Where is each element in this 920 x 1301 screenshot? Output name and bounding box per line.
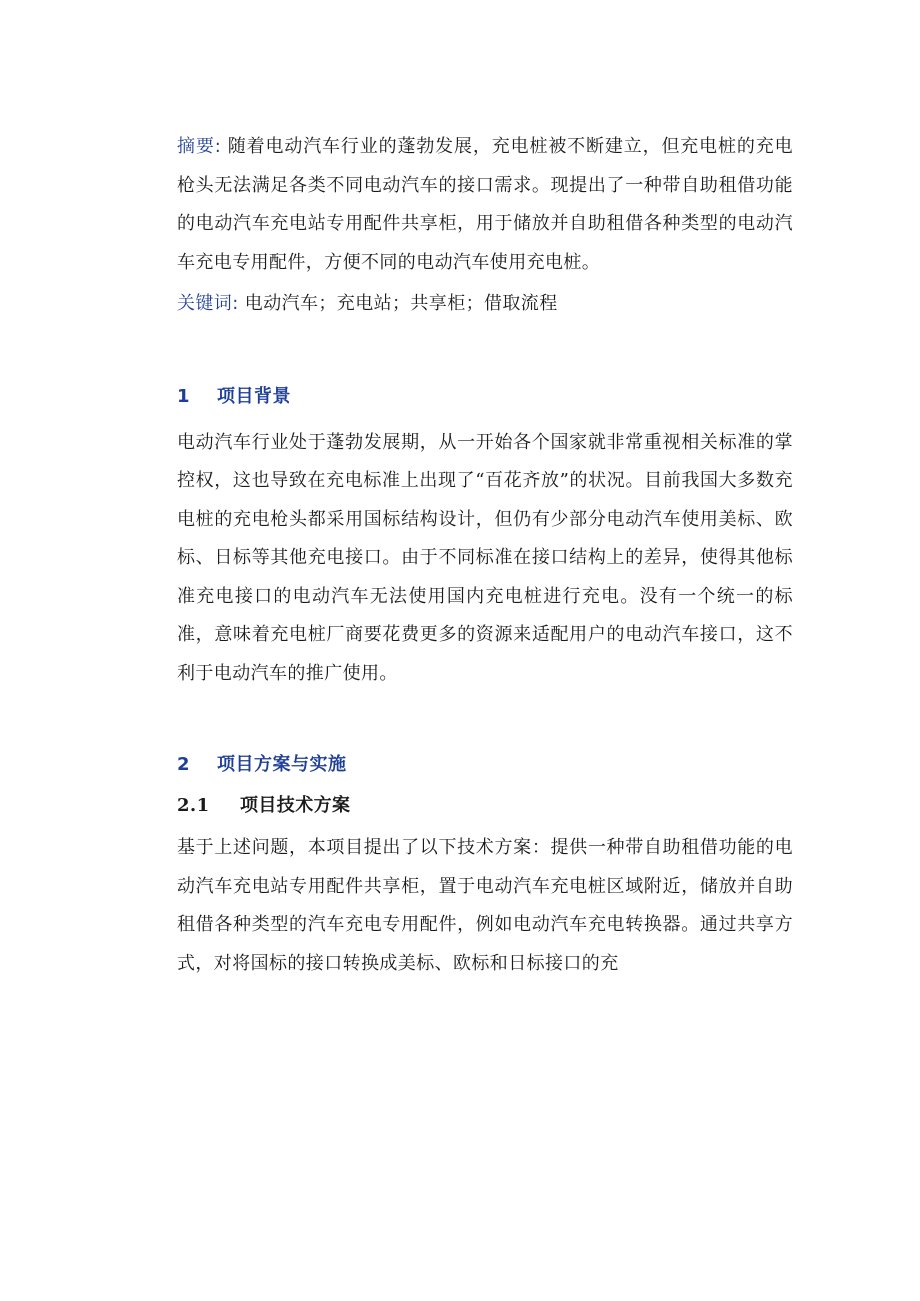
section-1-heading bbox=[177, 382, 793, 412]
section-1-number: 1 bbox=[177, 385, 190, 407]
keywords-paragraph bbox=[177, 285, 793, 324]
abstract-text: 随着电动汽车行业的蓬勃发展，充电桩被不断建立，但充电桩的充电枪头无法满足各类不同电动汽车的接口需求。现提出了一种带自助租借功能的电动汽车充电站专用配件共享柜，用于储放并自助租借各种类型的电动汽车充电专用配件，方便不同的电动汽车使用充电桩。 bbox=[177, 136, 793, 273]
document-page bbox=[177, 128, 793, 983]
section-1-body: 电动汽车行业处于蓬勃发展期，从一开始各个国家就非常重视相关标准的掌控权，这也导致在充电标准上出现了“百花齐放”的状况。目前我国大多数充电桩的充电枪头都采用国标结构设计，但仍有少部分电动汽车使用美标、欧标、日标等其他充电接口。由于不同标准在接口结构上的差异，使得其他标准充电接口的电动汽车无法使用国内充电桩进行充电。没有一个统一的标准，意味着充电桩厂商要花费更多的资源来适配用户的电动汽车接口，这不利于电动汽车的推广使用。 bbox=[177, 431, 793, 684]
abstract-paragraph bbox=[177, 128, 793, 282]
subsection-2-1-number: 2.1 bbox=[177, 795, 210, 816]
section-1-title: 项目背景 bbox=[217, 385, 291, 407]
abstract-label: 摘要: bbox=[177, 136, 222, 157]
section-2-heading bbox=[177, 750, 793, 780]
subsection-2-1-heading bbox=[177, 791, 793, 821]
keywords-text: 电动汽车；充电站；共享柜；借取流程 bbox=[244, 293, 558, 314]
subsection-2-1-body: 基于上述问题，本项目提出了以下技术方案：提供一种带自助租借功能的电动汽车充电站专用配件共享柜，置于电动汽车充电桩区域附近，储放并自助租借各种类型的汽车充电专用配件，例如电动汽车充电转换器。通过共享方式，对将国标的接口转换成美标、欧标和日标接口的充 bbox=[177, 837, 793, 974]
subsection-2-1-title: 项目技术方案 bbox=[240, 795, 351, 816]
keywords-label: 关键词: bbox=[177, 293, 239, 314]
section-2-number: 2 bbox=[177, 754, 190, 775]
section-2-title: 项目方案与实施 bbox=[217, 754, 347, 775]
